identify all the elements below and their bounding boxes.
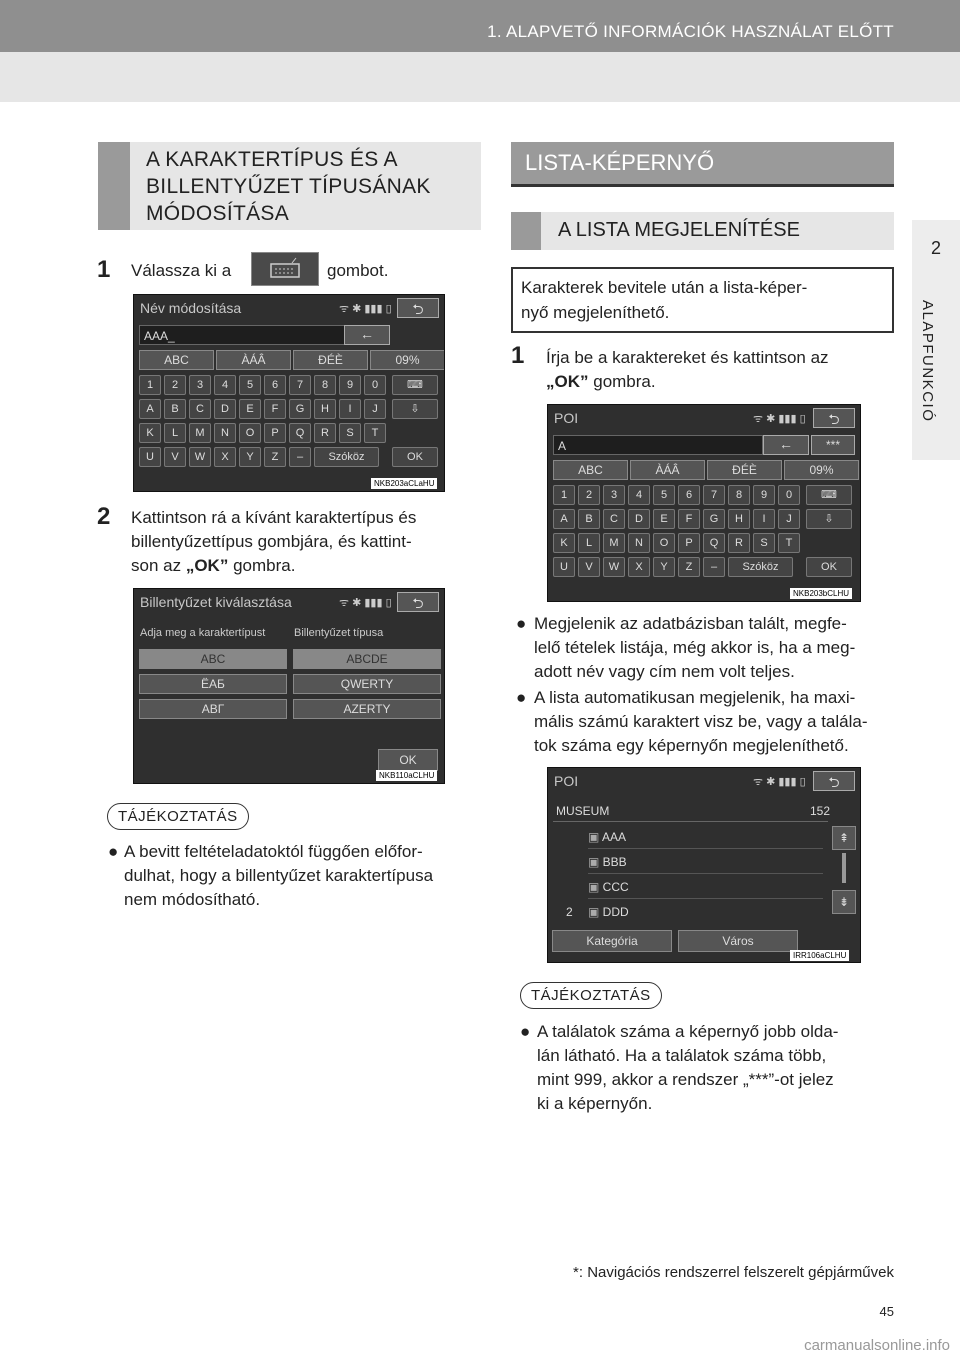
key[interactable]: 9 xyxy=(339,375,361,395)
heading-accent-bar xyxy=(98,142,130,230)
key[interactable]: F xyxy=(678,509,700,529)
right-section-heading: LISTA-KÉPERNYŐ xyxy=(511,142,894,184)
key[interactable]: 5 xyxy=(239,375,261,395)
key[interactable]: 4 xyxy=(628,485,650,505)
shift-icon[interactable]: ⇩ xyxy=(806,509,852,529)
key[interactable]: Z xyxy=(264,447,286,467)
info-tag: TÁJÉKOZTATÁS xyxy=(107,803,249,830)
step1-text-before: Válassza ki a xyxy=(131,261,232,280)
ok-button[interactable]: OK xyxy=(378,749,438,771)
key[interactable]: D xyxy=(214,399,236,419)
key[interactable]: 0 xyxy=(778,485,800,505)
key[interactable]: Z xyxy=(678,557,700,577)
list-item[interactable]: ▣ AAA xyxy=(588,826,823,849)
key[interactable]: H xyxy=(728,509,750,529)
result-count: 152 xyxy=(810,804,831,818)
screenshot-poi-input xyxy=(547,404,861,602)
key[interactable]: E xyxy=(239,399,261,419)
header-subband xyxy=(0,52,960,102)
page-number: 45 xyxy=(879,1304,894,1319)
char-tab[interactable]: ÀÁÂ xyxy=(630,460,705,480)
list-item[interactable]: ▣ DDD xyxy=(588,905,629,919)
distance-value: 2 xyxy=(566,905,573,919)
bullet-text: Megjelenik az adatbázisban talált, megfe- lelő tételek listája, még akkor is, ha a meg- adott név vagy cím nem volt teljes. xyxy=(534,614,856,681)
keyboard-type-button[interactable] xyxy=(251,252,319,286)
step-number: 2 xyxy=(97,503,111,530)
chapter-label: ALAPFUNKCIÓ xyxy=(919,300,936,423)
ok-button[interactable]: OK xyxy=(806,557,852,577)
bullet-dot: ● xyxy=(108,842,119,861)
key[interactable]: 9 xyxy=(753,485,775,505)
step1-right-text: Írja be a karaktereket és kattintson az „OK” gombra. xyxy=(546,348,829,391)
divider xyxy=(553,821,828,822)
kb-type-abcde[interactable]: ABCDE xyxy=(293,649,441,669)
key[interactable]: G xyxy=(703,509,725,529)
key[interactable]: V xyxy=(164,447,186,467)
key[interactable]: M xyxy=(189,423,211,443)
key[interactable]: Q xyxy=(703,533,725,553)
key[interactable]: N xyxy=(214,423,236,443)
key[interactable]: 7 xyxy=(703,485,725,505)
screenshot-keyboard-select xyxy=(133,588,445,784)
back-button[interactable]: ⮌ xyxy=(397,298,439,318)
chapter-number: 2 xyxy=(930,238,941,258)
screen-title: POI xyxy=(554,773,579,789)
key[interactable]: W xyxy=(603,557,625,577)
screen-title: Név módosítása xyxy=(140,300,242,316)
char-tab[interactable]: ÐÉÈ xyxy=(707,460,782,480)
status-icons: ᯤ ✱ ▮▮▮ ▯ xyxy=(753,776,806,788)
char-tab[interactable]: ÀÁÂ xyxy=(216,350,291,370)
char-tab[interactable]: ÐÉÈ xyxy=(293,350,368,370)
key[interactable]: R xyxy=(728,533,750,553)
key[interactable]: U xyxy=(139,447,161,467)
key[interactable]: J xyxy=(364,399,386,419)
category-button[interactable]: Kategória xyxy=(552,930,672,952)
step1-text-after: gombot. xyxy=(327,261,389,280)
image-caption: NKB203bCLHU xyxy=(790,588,852,599)
key[interactable]: K xyxy=(553,533,575,553)
bullet-text: A lista automatikusan megjelenik, ha maxi- mális számú karaktert visz be, vagy a talála- tok száma egy képernyőn megjeleníthető. xyxy=(534,688,868,755)
key[interactable]: 2 xyxy=(164,375,186,395)
key[interactable]: 3 xyxy=(603,485,625,505)
image-caption: IRR106aCLHU xyxy=(790,950,849,961)
museum-icon: ▣ xyxy=(588,830,603,844)
key[interactable]: I xyxy=(753,509,775,529)
page-header-title: 1. ALAPVETŐ INFORMÁCIÓK HASZNÁLAT ELŐTT xyxy=(487,22,894,41)
key[interactable]: W xyxy=(189,447,211,467)
footnote: *: Navigációs rendszerrel felszerelt gépjárművek xyxy=(573,1264,894,1281)
space-key[interactable]: Szóköz xyxy=(728,557,793,577)
key[interactable]: O xyxy=(653,533,675,553)
screenshot-poi-list xyxy=(547,767,861,963)
scroll-up-button[interactable]: ⇞ xyxy=(832,826,856,850)
key[interactable]: A xyxy=(139,399,161,419)
key[interactable]: 2 xyxy=(578,485,600,505)
char-tab[interactable]: 09% xyxy=(370,350,445,370)
char-type-greek[interactable]: ΑΒΓ xyxy=(139,699,287,719)
key[interactable]: I xyxy=(339,399,361,419)
step-number: 1 xyxy=(511,342,525,369)
key[interactable]: C xyxy=(603,509,625,529)
key[interactable]: O xyxy=(239,423,261,443)
keyboard-type-label: Billentyűzet típusa xyxy=(294,627,384,639)
space-key[interactable]: Szóköz xyxy=(314,447,379,467)
key[interactable]: K xyxy=(139,423,161,443)
char-tab[interactable]: ABC xyxy=(553,460,628,480)
subheading-text: A LISTA MEGJELENÍTÉSE xyxy=(558,219,800,241)
key[interactable]: X xyxy=(214,447,236,467)
key[interactable]: 1 xyxy=(553,485,575,505)
key[interactable]: 1 xyxy=(139,375,161,395)
name-input[interactable]: AAA_ xyxy=(139,325,389,345)
bullet-dot: ● xyxy=(516,688,527,707)
key[interactable]: R xyxy=(314,423,336,443)
key[interactable]: 8 xyxy=(728,485,750,505)
image-caption: NKB203aCLaHU xyxy=(371,478,437,489)
key[interactable]: D xyxy=(628,509,650,529)
backspace-button[interactable]: ← xyxy=(763,435,809,455)
key[interactable]: 5 xyxy=(653,485,675,505)
char-tab[interactable]: 09% xyxy=(784,460,859,480)
key[interactable]: J xyxy=(778,509,800,529)
key[interactable]: U xyxy=(553,557,575,577)
char-type-abc[interactable]: ABC xyxy=(139,649,287,669)
step2-text: Kattintson rá a kívánt karaktertípus és billentyűzettípus gombjára, és kattint- son az „OK” gombra. xyxy=(131,508,417,575)
key[interactable]: P xyxy=(264,423,286,443)
museum-icon: ▣ xyxy=(588,880,603,894)
key[interactable]: Y xyxy=(239,447,261,467)
key[interactable]: 6 xyxy=(264,375,286,395)
bullet-dot: ● xyxy=(516,614,527,633)
scroll-down-button[interactable]: ⇟ xyxy=(832,890,856,914)
shift-icon[interactable]: ⇩ xyxy=(392,399,438,419)
list-item[interactable]: ▣ CCC xyxy=(588,876,823,899)
left-heading-text: A KARAKTERTÍPUS ÉS A BILLENTYŰZET TÍPUSÁNAK MÓDOSÍTÁSA xyxy=(146,148,431,225)
screen-title: Billentyűzet kiválasztása xyxy=(140,594,292,610)
info-text: A bevitt feltételadatoktól függően előfor- dulhat, hogy a billentyűzet karaktertípusa nem módosítható. xyxy=(124,842,434,909)
bullet-dot: ● xyxy=(520,1022,531,1041)
key[interactable]: X xyxy=(628,557,650,577)
char-type-cyrillic[interactable]: ЁАБ xyxy=(139,674,287,694)
keyboard-icon[interactable]: ⌨ xyxy=(392,375,438,395)
key[interactable]: P xyxy=(678,533,700,553)
museum-icon: ▣ xyxy=(588,855,603,869)
key[interactable]: – xyxy=(289,447,311,467)
key[interactable]: N xyxy=(628,533,650,553)
key[interactable]: Q xyxy=(289,423,311,443)
back-button[interactable]: ⮌ xyxy=(813,408,855,428)
key[interactable]: V xyxy=(578,557,600,577)
char-type-label: Adja meg a karaktertípust xyxy=(140,627,266,639)
key[interactable]: – xyxy=(703,557,725,577)
key[interactable]: T xyxy=(364,423,386,443)
list-category: MUSEUM xyxy=(556,804,610,818)
key[interactable]: 0 xyxy=(364,375,386,395)
subheading-accent-bar xyxy=(511,212,541,250)
step-number: 1 xyxy=(97,256,111,283)
info-text: A találatok száma a képernyő jobb olda- lán látható. Ha a találatok száma több, mint 999, akkor a rendszer „***”-ot jelez ki a képernyőn. xyxy=(537,1022,839,1113)
key[interactable]: S xyxy=(753,533,775,553)
status-icons: ᯤ ✱ ▮▮▮ ▯ xyxy=(339,303,392,315)
key[interactable]: B xyxy=(578,509,600,529)
key[interactable]: A xyxy=(553,509,575,529)
museum-icon: ▣ xyxy=(588,905,603,919)
heading-underline xyxy=(511,184,894,187)
screenshot-name-edit xyxy=(133,294,445,492)
poi-input[interactable]: A xyxy=(553,435,763,455)
key[interactable]: 8 xyxy=(314,375,336,395)
status-icons: ᯤ ✱ ▮▮▮ ▯ xyxy=(339,597,392,609)
back-button[interactable]: ⮌ xyxy=(397,592,439,612)
result-count-button[interactable]: *** xyxy=(811,435,855,455)
key[interactable]: M xyxy=(603,533,625,553)
info-tag: TÁJÉKOZTATÁS xyxy=(520,982,662,1009)
key[interactable]: G xyxy=(289,399,311,419)
image-caption: NKB110aCLHU xyxy=(376,770,437,781)
screen-title: POI xyxy=(554,410,579,426)
intro-box: Karakterek bevitele után a lista-képer- nyő megjeleníthető. xyxy=(511,267,894,333)
key[interactable]: E xyxy=(653,509,675,529)
ok-button[interactable]: OK xyxy=(392,447,438,467)
key[interactable]: F xyxy=(264,399,286,419)
key[interactable]: H xyxy=(314,399,336,419)
key[interactable]: C xyxy=(189,399,211,419)
key[interactable]: L xyxy=(164,423,186,443)
backspace-button[interactable]: ← xyxy=(344,325,390,345)
key[interactable]: 7 xyxy=(289,375,311,395)
key[interactable]: S xyxy=(339,423,361,443)
status-icons: ᯤ ✱ ▮▮▮ ▯ xyxy=(753,413,806,425)
key[interactable]: 3 xyxy=(189,375,211,395)
watermark: carmanualsonline.info xyxy=(804,1337,950,1354)
scrollbar[interactable] xyxy=(842,853,846,883)
key[interactable]: B xyxy=(164,399,186,419)
key[interactable]: 6 xyxy=(678,485,700,505)
list-item[interactable]: ▣ BBB xyxy=(588,851,823,874)
key[interactable]: 4 xyxy=(214,375,236,395)
key[interactable]: T xyxy=(778,533,800,553)
key[interactable]: L xyxy=(578,533,600,553)
char-tab[interactable]: ABC xyxy=(139,350,214,370)
key[interactable]: Y xyxy=(653,557,675,577)
back-button[interactable]: ⮌ xyxy=(813,771,855,791)
keyboard-icon[interactable]: ⌨ xyxy=(806,485,852,505)
kb-type-azerty[interactable]: AZERTY xyxy=(293,699,441,719)
keyboard-icon xyxy=(252,253,318,285)
city-button[interactable]: Város xyxy=(678,930,798,952)
kb-type-qwerty[interactable]: QWERTY xyxy=(293,674,441,694)
